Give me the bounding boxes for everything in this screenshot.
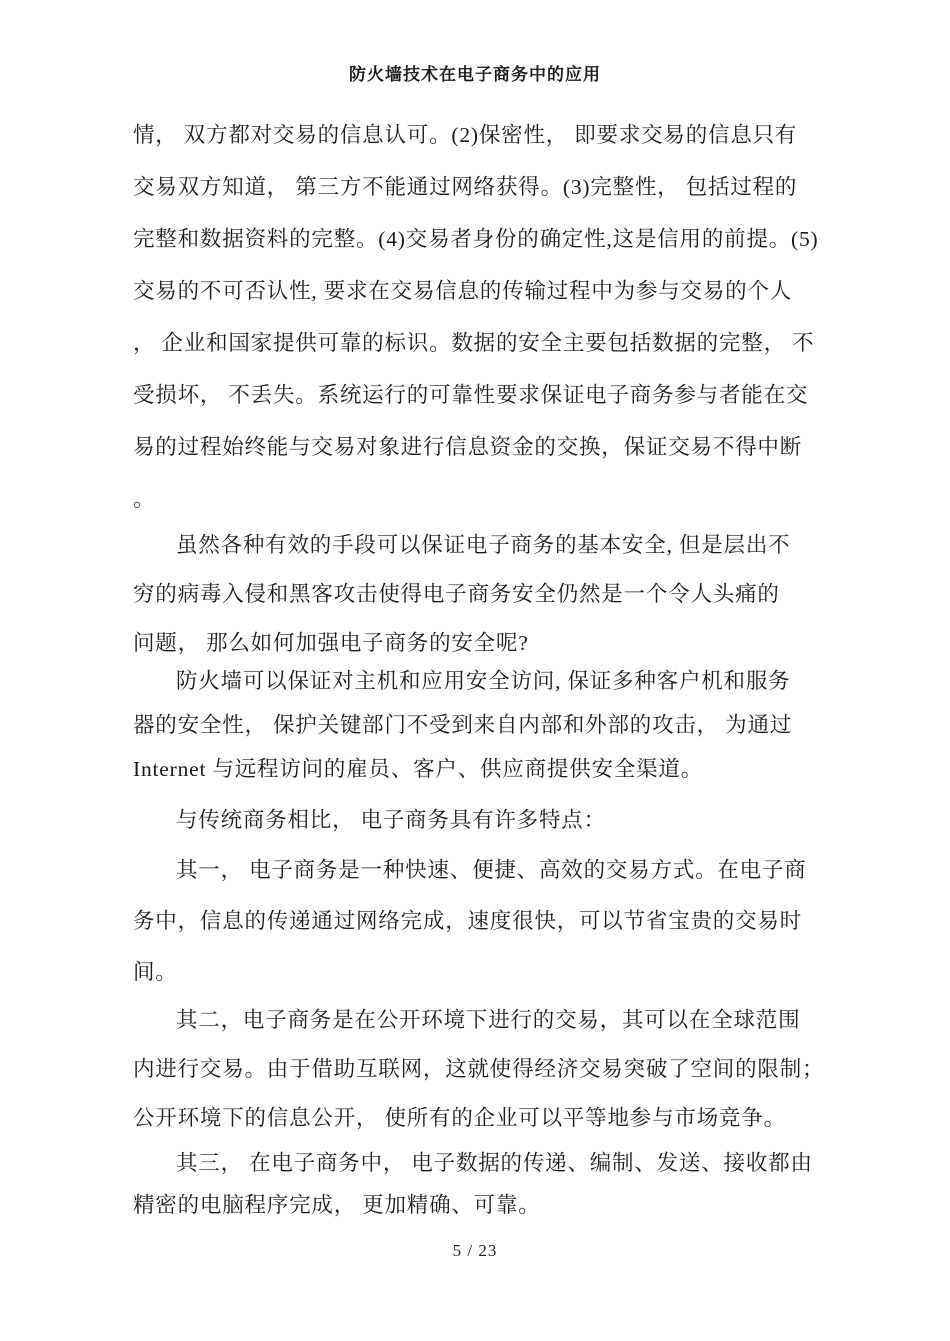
page-number-footer: 5 / 23	[452, 1241, 498, 1260]
text-line: 务中，信息的传递通过网络完成，速度很快，可以节省宝贵的交易时	[133, 909, 803, 933]
paragraph	[133, 118, 827, 534]
text-line: 防火墙可以保证对主机和应用安全访问, 保证多种客户机和服务	[176, 669, 791, 693]
page-header-title: 防火墙技术在电子商务中的应用	[349, 65, 601, 84]
text-line: 交易的不可否认性, 要求在交易信息的传输过程中为参与交易的个人	[133, 279, 793, 303]
text-line: 其三， 在电子商务中， 电子数据的传递、编制、发送、接收都由	[176, 1151, 813, 1175]
paragraph	[133, 853, 827, 1006]
text-line: 交易双方知道， 第三方不能通过网络获得。(3)完整性， 包括过程的	[133, 175, 798, 199]
text-line: 虽然各种有效的手段可以保证电子商务的基本安全, 但是层出不	[176, 533, 791, 557]
text-line: 。	[133, 487, 156, 511]
paragraph	[133, 803, 827, 853]
text-line: 完整和数据资料的完整。(4)交易者身份的确定性,这是信用的前提。(5)	[133, 227, 819, 251]
text-line: 公开环境下的信息公开， 使所有的企业可以平等地参与市场竞争。	[133, 1106, 786, 1130]
text-line: 内进行交易。由于借助互联网，这就使得经济交易突破了空间的限制；	[133, 1057, 825, 1081]
text-line: 与传统商务相比， 电子商务具有许多特点：	[176, 808, 606, 832]
text-line: 器的安全性， 保护关键部门不受到来自内部和外部的攻击， 为通过	[133, 713, 793, 737]
text-line: 其二，电子商务是在公开环境下进行的交易，其可以在全球范围	[176, 1008, 801, 1032]
text-line: 受损坏， 不丢失。系统运行的可靠性要求保证电子商务参与者能在交	[133, 383, 809, 407]
text-line: 穷的病毒入侵和黑客攻击使得电子商务安全仍然是一个令人头痛的	[133, 582, 780, 606]
text-line: 问题， 那么如何加强电子商务的安全呢?	[133, 631, 529, 655]
text-line: 精密的电脑程序完成， 更加精确、可靠。	[133, 1193, 541, 1217]
paragraph	[133, 528, 827, 675]
paragraph	[133, 1146, 827, 1230]
text-line: ， 企业和国家提供可靠的标识。数据的安全主要包括数据的完整， 不	[133, 331, 815, 355]
paragraph	[133, 664, 827, 796]
text-line: 情， 双方都对交易的信息认可。(2)保密性， 即要求交易的信息只有	[133, 123, 798, 147]
text-line: Internet 与远程访问的雇员、客户、供应商提供安全渠道。	[133, 757, 704, 781]
text-line: 其一， 电子商务是一种快速、便捷、高效的交易方式。在电子商	[176, 858, 807, 882]
text-line: 易的过程始终能与交易对象进行信息资金的交换，保证交易不得中断	[133, 435, 803, 459]
paragraph	[133, 1003, 827, 1150]
text-line: 间。	[133, 960, 178, 984]
